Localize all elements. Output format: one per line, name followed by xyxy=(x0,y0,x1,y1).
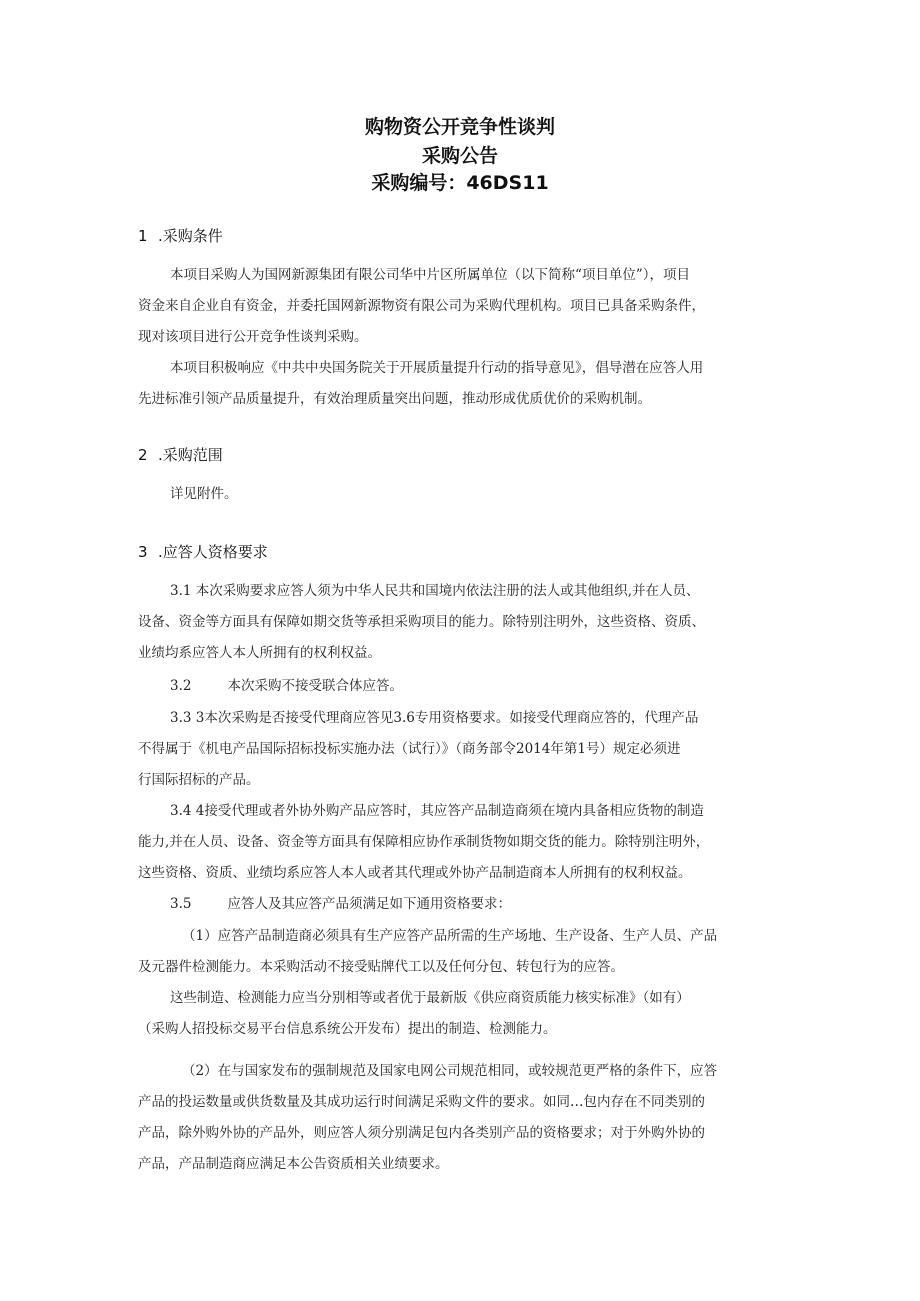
s3-item-3-5-line xyxy=(170,894,511,914)
s1-p2-line: 本项目积极响应《中共中央国务院关于开展质量提升行动的指导意见》，倡导潜在应答人用 xyxy=(170,360,704,376)
s2-p1-line: 详见附件。 xyxy=(170,486,238,502)
s3-req-1b-line: 这些制造、检测能力应当分别相等或者优于最新版《供应商资质能力核实标准》（如有） xyxy=(170,990,690,1006)
doc-title-line-2: 采购公告 xyxy=(421,145,498,167)
s1-p1-line: 本项目采购人为国网新源集团有限公司华中片区所属单位（以下简称“项目单位”），项目 xyxy=(170,267,691,283)
s1-p1-line: 资金来自企业自有资金，并委托国网新源物资有限公司为采购代理机构。项目已具备采购条件， xyxy=(138,298,705,314)
section-2-label: .采购范围 xyxy=(158,446,223,464)
section-1-number: 1 xyxy=(138,227,148,245)
s1-p2-line: 先进标准引领产品质量提升，有效治理质量突出问题，推动形成优质优价的采购机制。 xyxy=(138,391,651,407)
s3-item-3-5-number: 3.5 xyxy=(170,896,192,912)
section-2-number: 2 xyxy=(138,446,148,464)
s3-req-1-line: 及元器件检测能力。本采购活动不接受贴牌代工以及任何分包、转包行为的应答。 xyxy=(138,959,624,975)
s3-item-3-1-line: 业绩均系应答人本人所拥有的权利权益。 xyxy=(138,645,381,661)
s3-req-1-line: （1）应答产品制造商必须具有生产应答产品所需的生产场地、生产设备、生产人员、产品 xyxy=(182,928,718,944)
s3-req-2-line: （2）在与国家发布的强制规范及国家电网公司规范相同，或较规范更严格的条件下，应答 xyxy=(182,1063,718,1079)
s3-item-3-5-text: 应答人及其应答产品须满足如下通用资格要求： xyxy=(227,896,511,912)
doc-title-line-3: 采购编号：46DS11 xyxy=(371,172,549,194)
section-3-label: .应答人资格要求 xyxy=(158,543,268,561)
s3-item-3-4-line: 这些资格、资质、业绩均系应答人本人或者其代理或外协产品制造商本人所拥有的权利权益。 xyxy=(138,865,692,881)
s3-item-3-2-number: 3.2 xyxy=(170,678,192,694)
s3-item-3-2-text: 本次采购不接受联合体应答。 xyxy=(227,678,403,694)
s3-item-3-2-line xyxy=(170,676,403,696)
section-1-label: .采购条件 xyxy=(158,227,223,245)
section-1-heading xyxy=(138,226,223,246)
s3-req-1b-line: （采购人招投标交易平台信息系统公开发布）提出的制造、检测能力。 xyxy=(138,1021,557,1037)
s3-item-3-3-line: 3.3 3本次采购是否接受代理商应答见3.6专用资格要求。如接受代理商应答的，代理产品 xyxy=(170,710,699,726)
s3-req-2-line: 产品，除外购外协的产品外，则应答人须分别满足包内各类别产品的资格要求；对于外购外协的 xyxy=(138,1125,705,1141)
section-2-heading xyxy=(138,445,223,465)
s3-item-3-1-line: 3.1 本次采购要求应答人须为中华人民共和国境内依法注册的法人或其他组织,并在人员、 xyxy=(170,583,700,599)
s3-item-3-3-line: 不得属于《机电产品国际招标投标实施办法（试行）》（商务部令2014年第1号）规定必须进 xyxy=(138,741,681,757)
s3-item-3-3-line: 行国际招标的产品。 xyxy=(138,772,260,788)
s3-item-3-1-line: 设备、资金等方面具有保障如期交货等承担采购项目的能力。除特别注明外，这些资格、资质、 xyxy=(138,614,705,630)
doc-title-line-1: 购物资公开竞争性谈判 xyxy=(364,116,555,138)
section-3-number: 3 xyxy=(138,543,148,561)
s3-item-3-4-line: 能力,并在人员、设备、资金等方面具有保障相应协作承制货物如期交货的能力。除特别注明外， xyxy=(138,834,710,850)
s1-p1-line: 现对该项目进行公开竞争性谈判采购。 xyxy=(138,329,368,345)
section-3-heading xyxy=(138,542,268,562)
s3-item-3-4-line: 3.4 4接受代理或者外协外购产品应答时，其应答产品制造商须在境内具备相应货物的制造 xyxy=(170,803,704,819)
s3-req-2-line: 产品的投运数量或供货数量及其成功运行时间满足采购文件的要求。如同…包内存在不同类别的 xyxy=(138,1094,705,1110)
s3-req-2-line: 产品，产品制造商应满足本公告资质相关业绩要求。 xyxy=(138,1156,449,1172)
